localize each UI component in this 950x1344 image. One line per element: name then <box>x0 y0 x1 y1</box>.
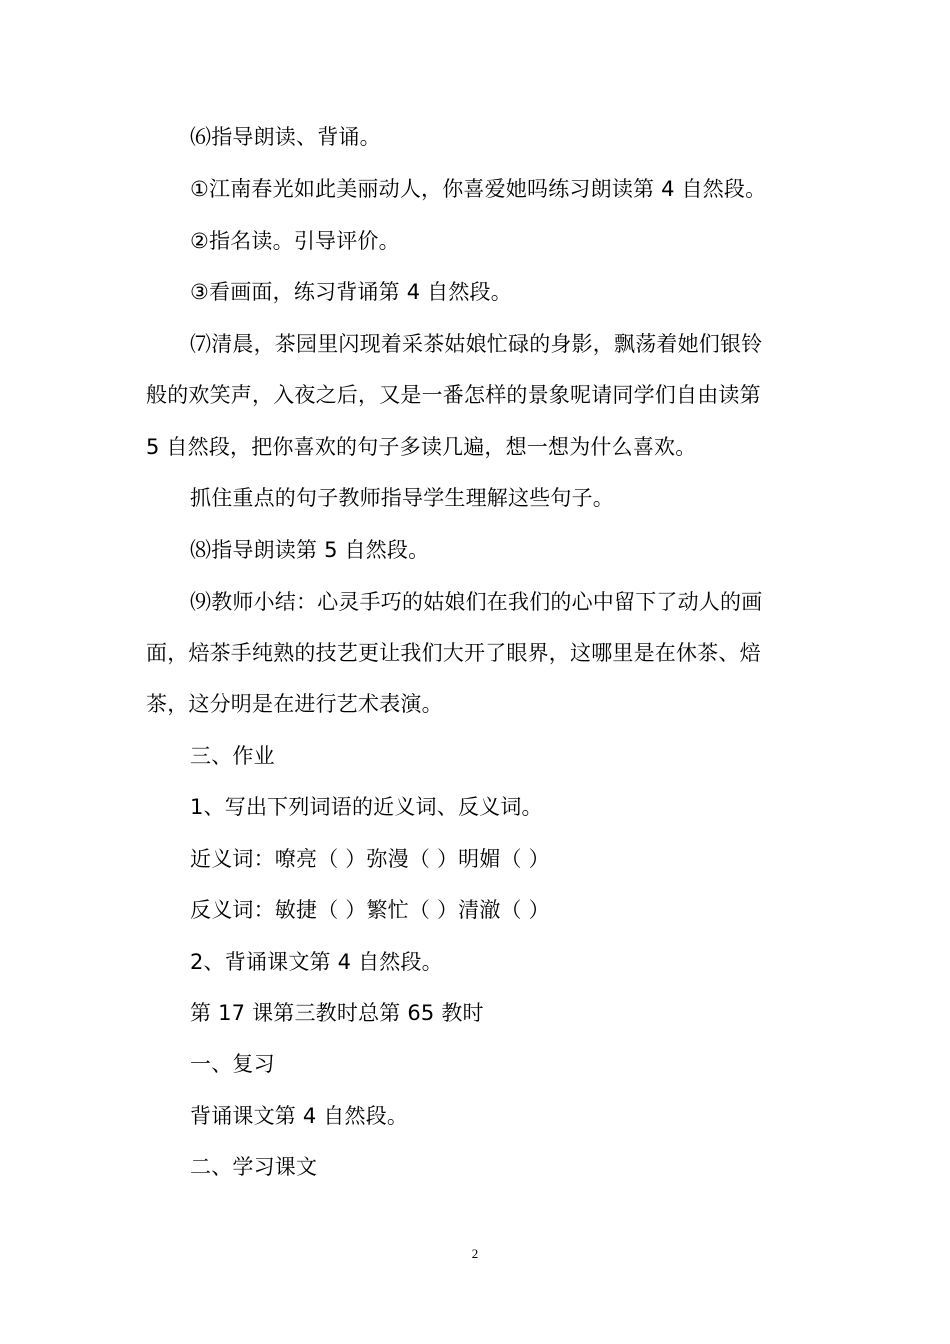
paragraph-line: 面，焙茶手纯熟的技艺更让我们大开了眼界，这哪里是在休茶、焙 <box>146 641 761 665</box>
lesson-heading: 第 17 课第三教时总第 65 教时 <box>190 1001 484 1025</box>
paragraph-line: ⑼教师小结：心灵手巧的姑娘们在我们的心中留下了动人的画 <box>190 590 763 614</box>
paragraph-line: 2、背诵课文第 4 自然段。 <box>190 950 443 974</box>
section-heading: 二、学习课文 <box>190 1155 318 1179</box>
page-number: 2 <box>471 1246 479 1261</box>
paragraph-line: 1、写出下列词语的近义词、反义词。 <box>190 795 543 819</box>
paragraph-line: 反义词：敏捷（ ）繁忙（ ）清澈（ ） <box>190 898 550 922</box>
paragraph-line: 近义词：嘹亮（ ）弥漫（ ）明媚（ ） <box>190 847 550 871</box>
paragraph-line: ⑹指导朗读、背诵。 <box>190 125 381 149</box>
paragraph-line: 茶，这分明是在进行艺术表演。 <box>146 692 443 716</box>
paragraph-line: 背诵课文第 4 自然段。 <box>190 1104 409 1128</box>
section-heading: 一、复习 <box>190 1052 275 1076</box>
paragraph-line: 般的欢笑声，入夜之后，又是一番怎样的景象呢请同学们自由读第 <box>146 383 761 407</box>
paragraph-line: ②指名读。引导评价。 <box>190 229 400 253</box>
paragraph-line: ⑺清晨，茶园里闪现着采茶姑娘忙碌的身影，飘荡着她们银铃 <box>190 332 763 356</box>
paragraph-line: 5 自然段，把你喜欢的句子多读几遍，想一想为什么喜欢。 <box>146 435 697 459</box>
paragraph-line: ⑻指导朗读第 5 自然段。 <box>190 538 430 562</box>
paragraph-line: 抓住重点的句子教师指导学生理解这些句子。 <box>190 486 614 510</box>
section-heading: 三、作业 <box>190 744 275 768</box>
paragraph-line: ③看画面，练习背诵第 4 自然段。 <box>190 280 512 304</box>
paragraph-line: ①江南春光如此美丽动人，你喜爱她吗练习朗读第 4 自然段。 <box>190 177 767 201</box>
